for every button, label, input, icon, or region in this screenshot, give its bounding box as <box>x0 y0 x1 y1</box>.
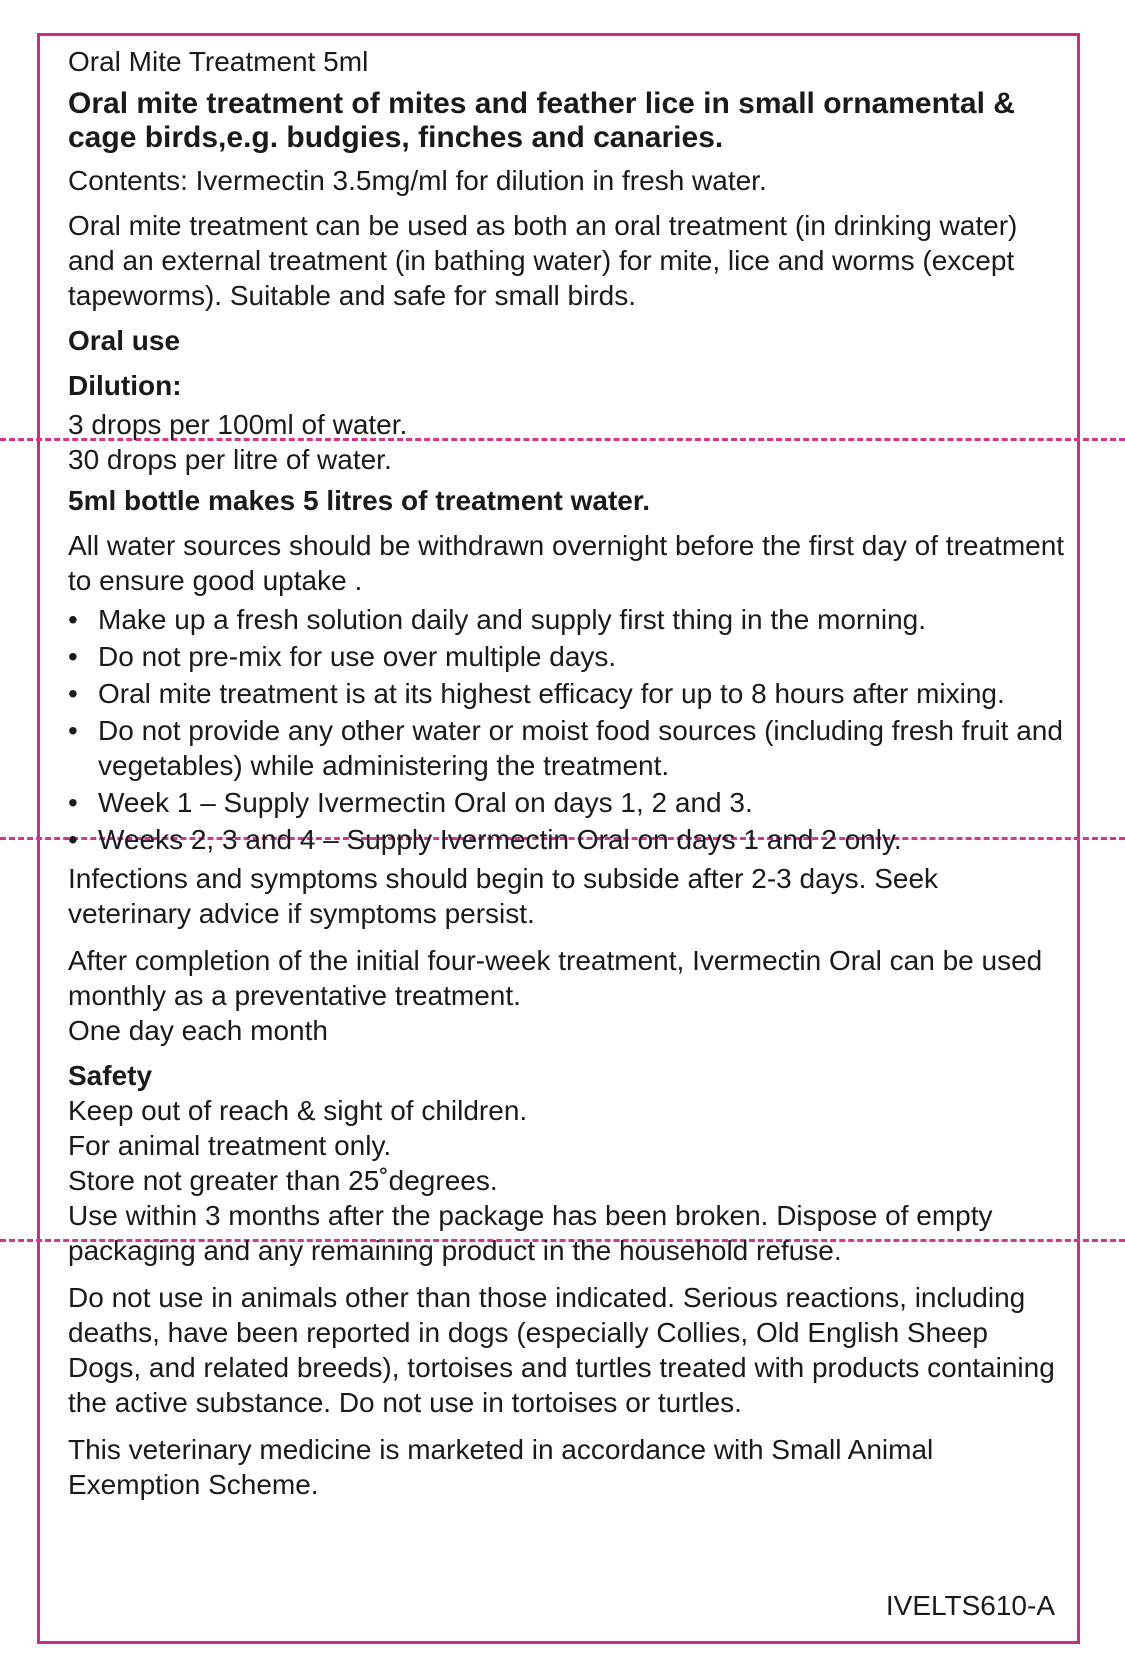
bullet-icon: • <box>68 787 78 818</box>
oral-use-heading: Oral use <box>68 325 181 356</box>
warning-note: Do not use in animals other than those indicated. Serious reactions, including deaths, have been reported in dogs (especially Collies, Old English Sheep Dogs, and related breeds), tortoises and turtles treated with products containing the active substance. Do not use in tortoises or turtles. <box>68 1282 1055 1418</box>
monthly-note: One day each month <box>68 1015 328 1046</box>
disposal-note: Use within 3 months after the package has been broken. Dispose of empty packaging and any remaining product in the household refuse. <box>68 1200 993 1266</box>
list-item <box>68 639 1068 674</box>
list-item-text: Do not pre-mix for use over multiple days. <box>98 641 617 672</box>
dilution-heading: Dilution: <box>68 370 182 401</box>
bullet-icon: • <box>68 641 78 672</box>
bullet-icon: • <box>68 715 78 746</box>
list-item <box>68 602 1068 637</box>
dose-100ml: 3 drops per 100ml of water. <box>68 409 408 440</box>
list-item-text: Do not provide any other water or moist food sources (including fresh fruit and vegetables) while administering the treatment. <box>98 715 1063 781</box>
headline: Oral mite treatment of mites and feather lice in small ornamental & cage birds,e.g. budgies, finches and canaries. <box>68 87 1015 154</box>
symptoms-note: Infections and symptoms should begin to subside after 2-3 days. Seek veterinary advice if symptoms persist. <box>68 863 939 929</box>
safety-animal: For animal treatment only. <box>68 1130 392 1161</box>
product-name: Oral Mite Treatment 5ml <box>68 46 369 77</box>
list-item-text: Make up a fresh solution daily and supply first thing in the morning. <box>98 604 927 635</box>
list-item-text: Week 1 – Supply Ivermectin Oral on days 1, 2 and 3. <box>98 787 753 818</box>
list-item-text: Oral mite treatment is at its highest efficacy for up to 8 hours after mixing. <box>98 678 1005 709</box>
scheme-note: This veterinary medicine is marketed in accordance with Small Animal Exemption Scheme. <box>68 1434 934 1500</box>
safety-heading: Safety <box>68 1060 153 1091</box>
list-item <box>68 713 1068 783</box>
description: Oral mite treatment can be used as both an oral treatment (in drinking water) and an external treatment (in bathing water) for mite, lice and worms (except tapeworms). Suitable and safe for small birds. <box>68 210 1018 311</box>
bullet-icon: • <box>68 824 78 855</box>
dose-litre: 30 drops per litre of water. <box>68 444 392 475</box>
product-code: IVELTS610-A <box>885 1590 1055 1621</box>
safety-children: Keep out of reach & sight of children. <box>68 1095 528 1126</box>
list-item <box>68 676 1068 711</box>
list-item-text: Weeks 2, 3 and 4 – Supply Ivermectin Oral on days 1 and 2 only. <box>98 824 902 855</box>
label-content <box>68 44 1068 1502</box>
storage-note: Store not greater than 25˚degrees. <box>68 1165 498 1196</box>
list-item <box>68 822 1068 857</box>
contents-line: Contents: Ivermectin 3.5mg/ml for dilution in fresh water. <box>68 165 767 196</box>
bullet-icon: • <box>68 604 78 635</box>
list-item <box>68 785 1068 820</box>
instructions-list <box>68 602 1068 857</box>
bottle-yield: 5ml bottle makes 5 litres of treatment water. <box>68 485 650 516</box>
withdraw-note: All water sources should be withdrawn overnight before the first day of treatment to ensure good uptake . <box>68 530 1065 596</box>
bullet-icon: • <box>68 678 78 709</box>
maintenance-note: After completion of the initial four-week treatment, Ivermectin Oral can be used monthly as a preventative treatment. <box>68 945 1043 1011</box>
